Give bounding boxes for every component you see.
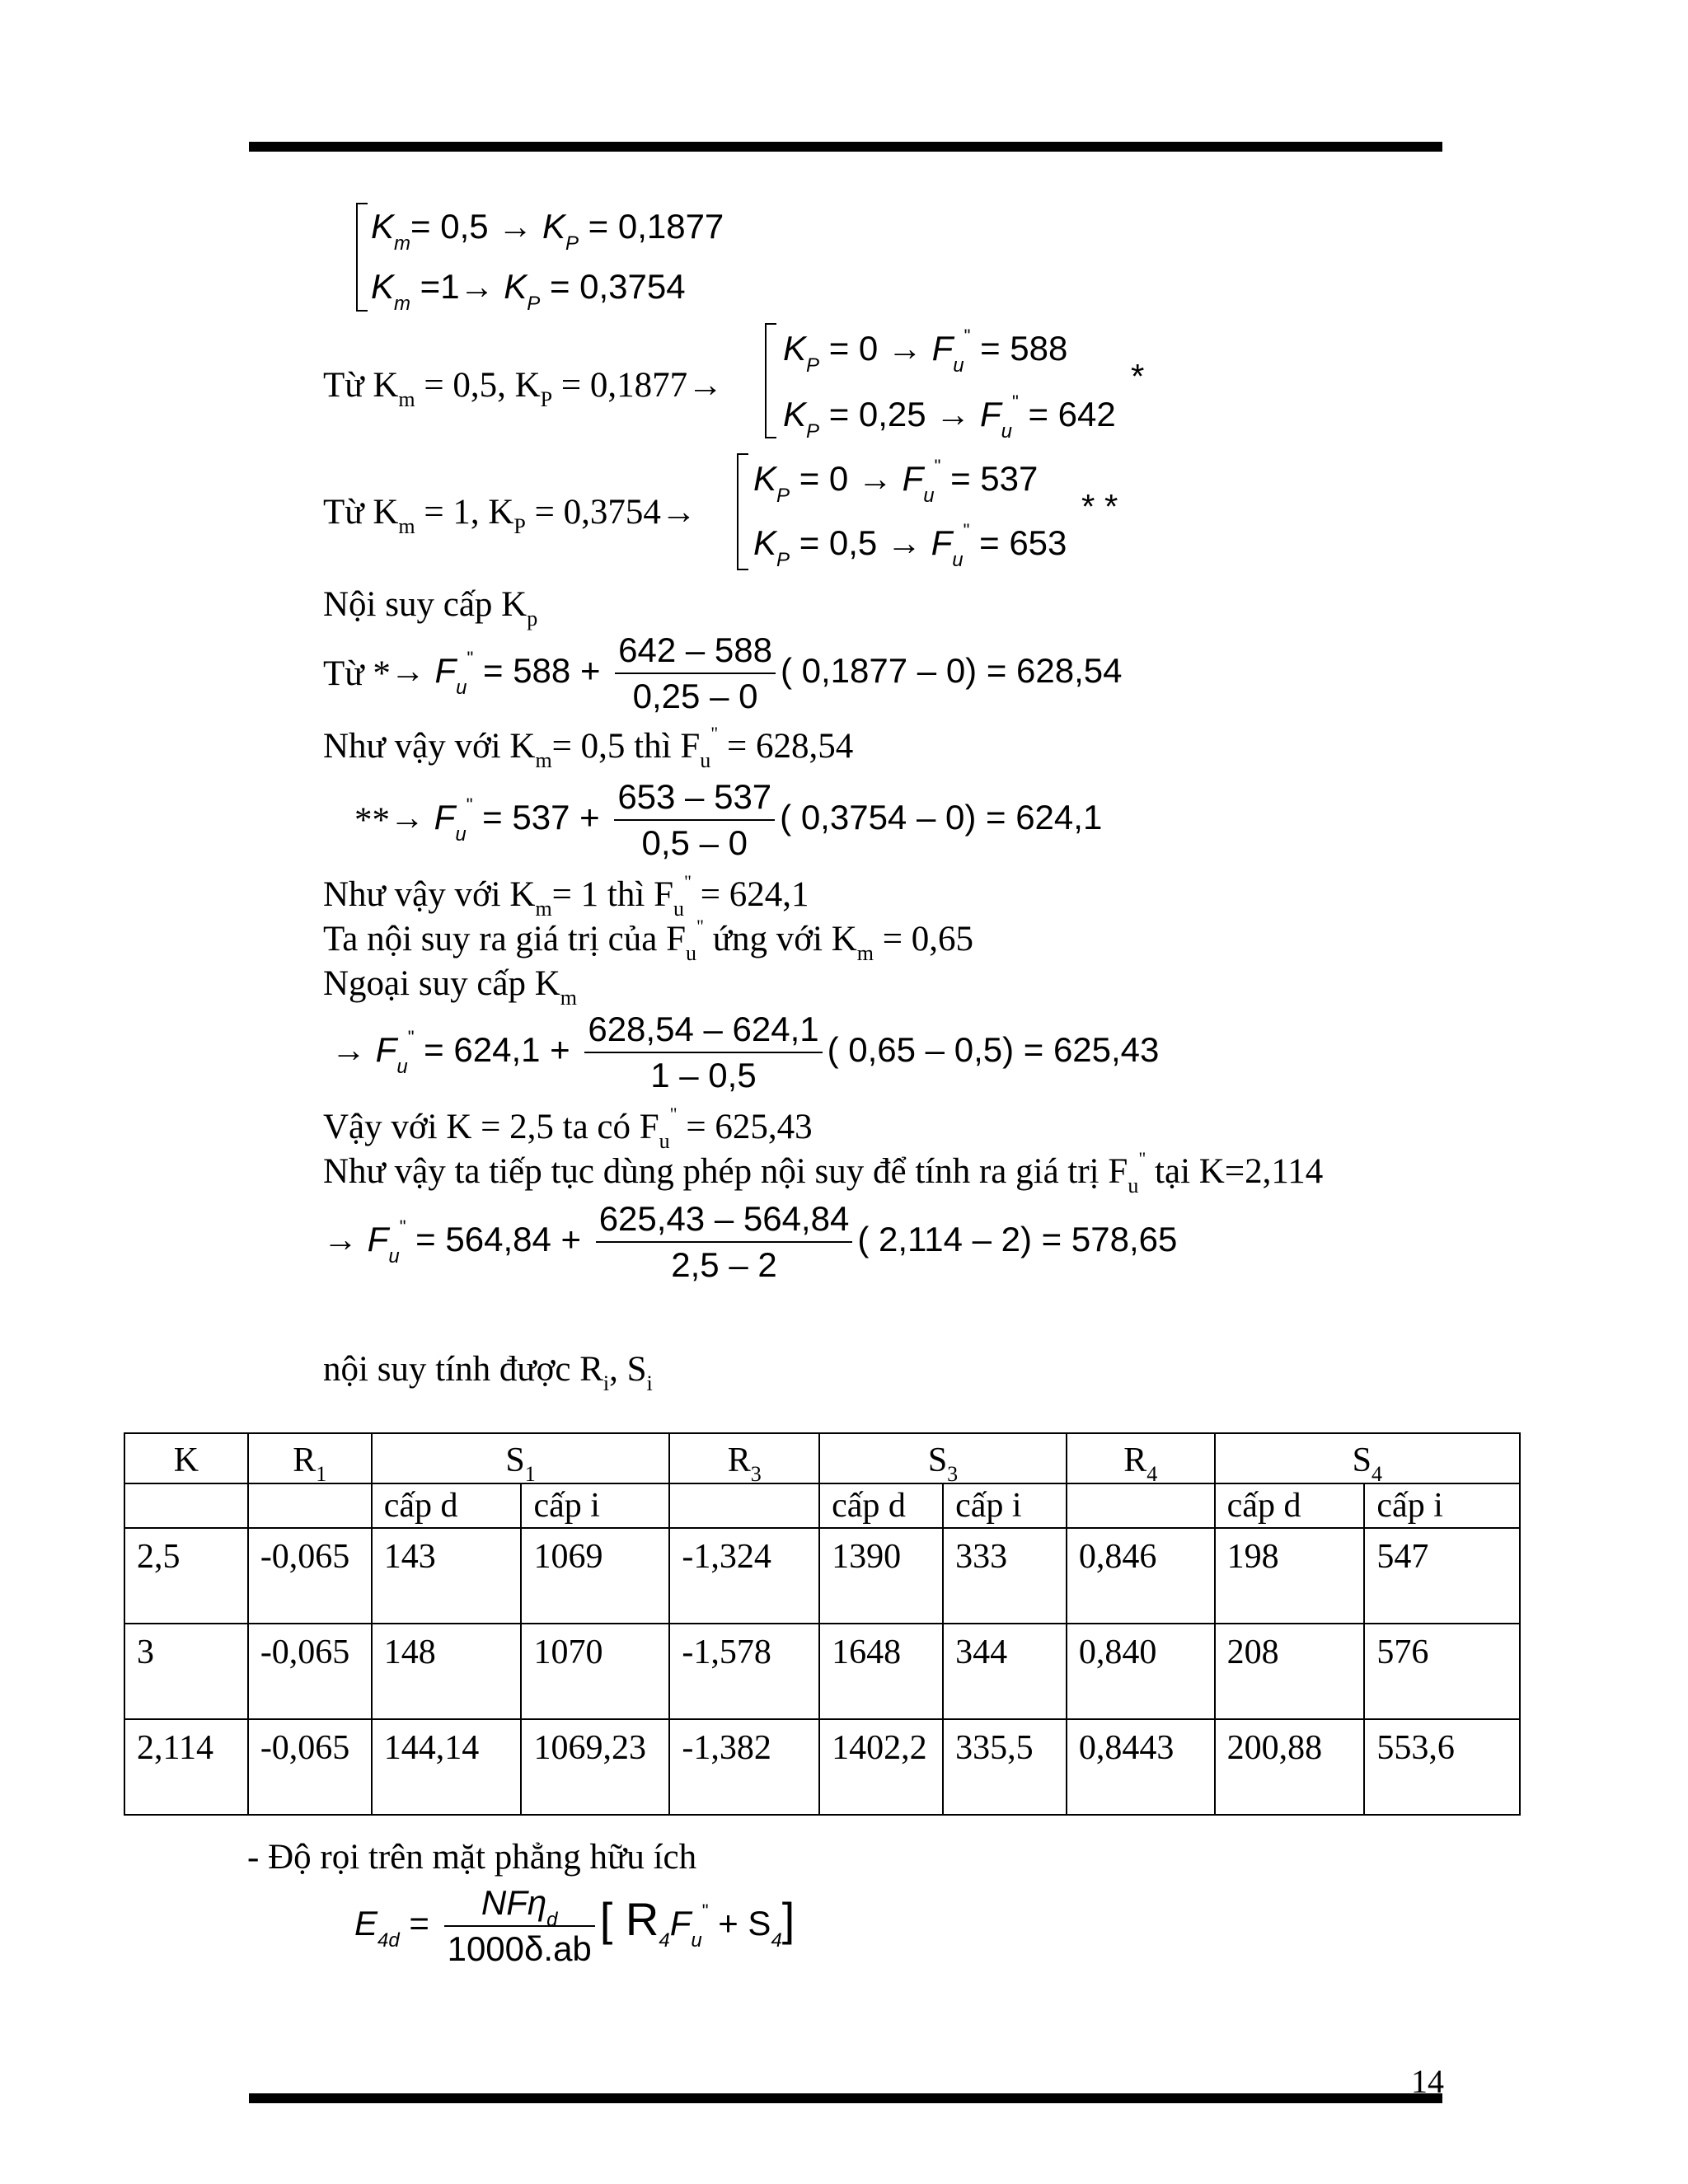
top-rule bbox=[249, 142, 1442, 152]
table-cell: -0,065 bbox=[248, 1719, 372, 1815]
formula-interp-2: ** → $F_u^" = 537$ + $\frac{653 - 537}{0,5 - 0}$ ( 0,3754 – 0) = 624,1 bbox=[354, 777, 1103, 862]
header-r1: $R_1$ bbox=[248, 1433, 372, 1483]
subheader-empty bbox=[669, 1483, 819, 1529]
table-subheader-row bbox=[124, 1483, 1520, 1529]
result-k25: Vậy với K = 2,5 ta có $F_u^" = 625,43$ bbox=[323, 1104, 813, 1153]
table-cell: 1648 bbox=[819, 1624, 943, 1719]
table-cell: -1,324 bbox=[669, 1528, 819, 1624]
table-cell: 1402,2 bbox=[819, 1719, 943, 1815]
table-cell: 335,5 bbox=[943, 1719, 1067, 1815]
header-r4: $R_4$ bbox=[1067, 1433, 1215, 1483]
table-cell: -1,578 bbox=[669, 1624, 819, 1719]
table-cell: 208 bbox=[1215, 1624, 1365, 1719]
star-marker-2: * * bbox=[1081, 487, 1118, 526]
table-cell: 0,8443 bbox=[1067, 1719, 1215, 1815]
subheader-cap-i: cấp i bbox=[521, 1483, 669, 1529]
table-cell: 576 bbox=[1364, 1624, 1520, 1719]
table-cell: 547 bbox=[1364, 1528, 1520, 1624]
table-row bbox=[124, 1719, 1520, 1815]
table-cell: 3 bbox=[124, 1624, 248, 1719]
subheader-cap-i: cấp i bbox=[1364, 1483, 1520, 1529]
table-header-row bbox=[124, 1433, 1520, 1483]
table-cell: 333 bbox=[943, 1528, 1067, 1624]
subheader-cap-i: cấp i bbox=[943, 1483, 1067, 1529]
heading-ngoai-suy-km: Ngoại suy cấp $K_m$ bbox=[323, 964, 578, 1010]
table-cell: -0,065 bbox=[248, 1624, 372, 1719]
line-continue-interp: Như vậy ta tiếp tục dùng phép nội suy để tính ra giá trị $F_u^"$ tại K=2,114 bbox=[323, 1148, 1324, 1197]
line-km-1: Từ $K_m = 1$, $K_P = 0,3754\to$ bbox=[323, 493, 696, 538]
bracket-left-2 bbox=[765, 323, 776, 438]
table-cell: 200,88 bbox=[1215, 1719, 1365, 1815]
star-marker-1: * bbox=[1131, 357, 1145, 396]
equation-kp025-642: $K_P = 0,25 \to F_u^" = 642$ bbox=[783, 391, 1116, 443]
result-km-05: Như vậy với $K_m= 0,5$ thì $F_u^" = 628,54$ bbox=[323, 723, 854, 772]
formula-interp-k2114: → $F_u^" = 564,84$ + $\frac{625,43 - 564,84}{2,5 - 2}$ ( 2,114 – 2) = 578,65 bbox=[323, 1199, 1178, 1284]
equation-kp05-653: $K_P = 0,5 \to F_u^" = 653$ bbox=[753, 520, 1067, 571]
table-cell: 1069 bbox=[521, 1528, 669, 1624]
equation-km-05: $K_m= 0,5 \to K_P = 0,1877$ bbox=[371, 207, 724, 255]
subheader-cap-d: cấp d bbox=[819, 1483, 943, 1529]
table-row bbox=[124, 1624, 1520, 1719]
result-km-1: Như vậy với $K_m= 1$ thì $F_u^" = 624,1$ bbox=[323, 871, 809, 921]
subheader-empty bbox=[124, 1483, 248, 1529]
subheader-empty bbox=[1067, 1483, 1215, 1529]
equation-km-1: $K_m =1\to K_P = 0,3754$ bbox=[371, 267, 686, 315]
table-cell: 344 bbox=[943, 1624, 1067, 1719]
table-cell: 198 bbox=[1215, 1528, 1365, 1624]
table-row bbox=[124, 1528, 1520, 1624]
subheader-cap-d: cấp d bbox=[372, 1483, 522, 1529]
table-cell: 1070 bbox=[521, 1624, 669, 1719]
line-km-05: Từ $K_m = 0,5$, $K_P = 0,1877\to$ bbox=[323, 366, 724, 411]
header-s4: $S_4$ bbox=[1215, 1433, 1520, 1483]
table-cell: 2,114 bbox=[124, 1719, 248, 1815]
table-cell: 0,846 bbox=[1067, 1528, 1215, 1624]
formula-interp-1: Từ * → $F_u^" = 588$ + $\frac{642 - 588}{0,25 - 0}$ ( 0,1877 – 0) = 628,54 bbox=[323, 630, 1123, 715]
page-number: 14 bbox=[1411, 2063, 1444, 2100]
table-cell: 553,6 bbox=[1364, 1719, 1520, 1815]
heading-noi-suy-kp: Nội suy cấp $K_p$ bbox=[323, 585, 538, 630]
equation-kp0-588: $K_P = 0 \to F_u^" = 588$ bbox=[783, 326, 1068, 377]
table-cell: 1069,23 bbox=[521, 1719, 669, 1815]
formula-extrap: → $F_u^" = 624,1$ + $\frac{628,54 - 624,1}{1 - 0,5}$ ( 0,65 – 0,5) = 625,43 bbox=[331, 1010, 1160, 1094]
line-interp-km065: Ta nội suy ra giá trị của $F_u^"$ ứng với $K_m = 0,65$ bbox=[323, 916, 974, 965]
table-cell: 1390 bbox=[819, 1528, 943, 1624]
table-cell: 144,14 bbox=[372, 1719, 522, 1815]
subheader-empty bbox=[248, 1483, 372, 1529]
table-cell: 143 bbox=[372, 1528, 522, 1624]
header-s1: $S_1$ bbox=[372, 1433, 670, 1483]
table-cell: 2,5 bbox=[124, 1528, 248, 1624]
line-ri-si: nội suy tính được $R_i$, $S_i$ bbox=[323, 1350, 653, 1395]
bracket-left-1 bbox=[356, 203, 368, 312]
subheader-cap-d: cấp d bbox=[1215, 1483, 1365, 1529]
header-k: K bbox=[124, 1433, 248, 1483]
coefficient-table bbox=[124, 1432, 1521, 1816]
heading-do-roi: - Độ rọi trên mặt phẳng hữu ích bbox=[247, 1838, 697, 1877]
header-r3: $R_3$ bbox=[669, 1433, 819, 1483]
bracket-left-3 bbox=[737, 453, 748, 570]
equation-kp0-537: $K_P = 0 \to F_u^" = 537$ bbox=[753, 456, 1039, 507]
table-cell: -0,065 bbox=[248, 1528, 372, 1624]
bottom-rule bbox=[249, 2093, 1442, 2103]
table-cell: 0,840 bbox=[1067, 1624, 1215, 1719]
table-cell: -1,382 bbox=[669, 1719, 819, 1815]
formula-illuminance: $E_{4d}$ = $\frac{NF\eta_d}{1000\delta.ab}$ [ $R_4F_u^" + S_4$] bbox=[354, 1883, 795, 1968]
header-s3: $S_3$ bbox=[819, 1433, 1067, 1483]
table-cell: 148 bbox=[372, 1624, 522, 1719]
